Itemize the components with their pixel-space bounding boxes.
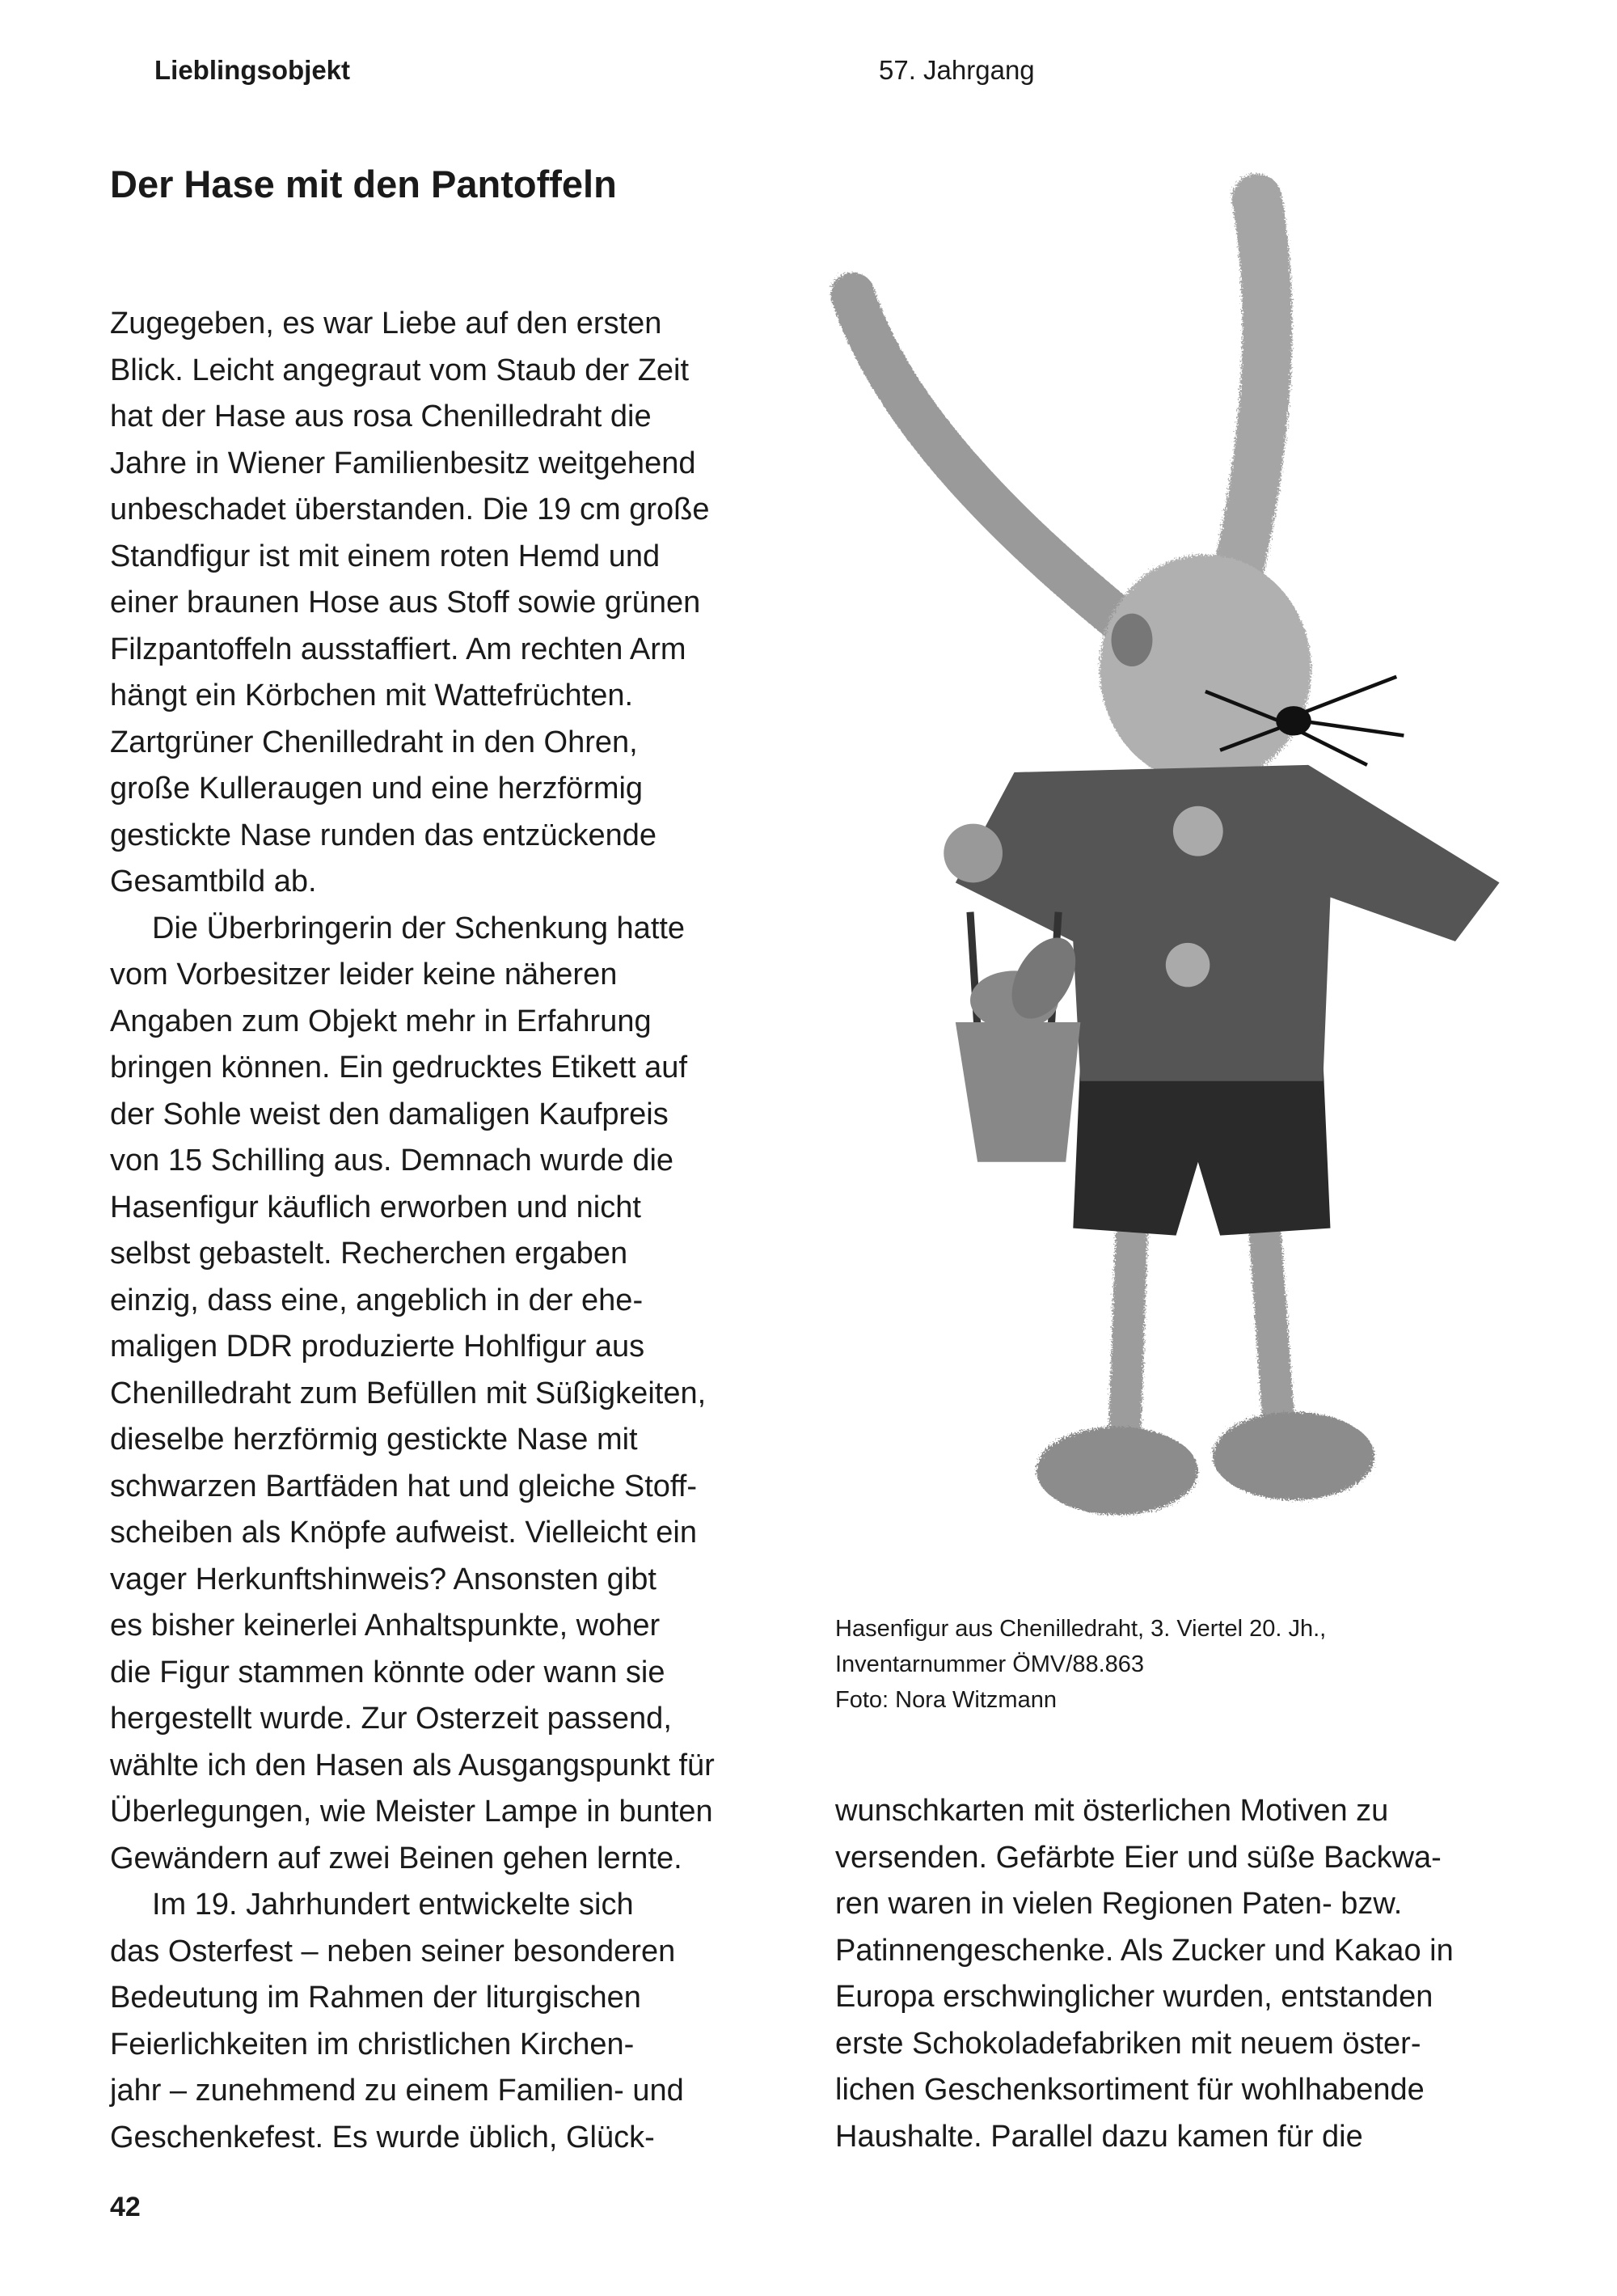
text-line: Feierlichkeiten im christlichen Kirchen- [110,2027,635,2061]
text-line: erste Schokoladefabriken mit neuem öster- [835,2026,1421,2061]
text-line: Im 19. Jahrhundert entwickelte sich [152,1888,634,1922]
caption-line: Hasenfigur aus Chenilledraht, 3. Viertel 20. Jh., [835,1616,1327,1642]
text-line: bringen können. Ein gedrucktes Etikett auf [110,1051,688,1085]
basket [956,1022,1081,1162]
section-label: Lieblingsobjekt [154,55,351,85]
text-line: Standfigur ist mit einem roten Hemd und [110,539,661,573]
text-line: Patinnengeschenke. Als Zucker und Kakao in [835,1933,1454,1968]
text-line: vager Herkunftshinweis? Ansonsten gibt [110,1562,657,1596]
shorts [1073,1059,1330,1236]
text-line: versenden. Gefärbte Eier und süße Backwa- [835,1840,1442,1875]
button [1173,806,1223,856]
right-column-text [835,1788,1454,2160]
page-number: 42 [110,2192,141,2222]
text-line: ren waren in vielen Regionen Paten- bzw. [835,1887,1403,1921]
text-line: Europa erschwinglicher wurden, entstanden [835,1980,1433,2014]
shirt [956,765,1500,1081]
text-line: der Sohle weist den damaligen Kaufpreis [110,1097,669,1131]
issue-label: 57. Jahrgang [879,55,1035,85]
text-line: Haushalte. Parallel dazu kamen für die [835,2119,1363,2154]
text-line: lichen Geschenksortiment für wohlhabende [835,2073,1425,2107]
text-line: Überlegungen, wie Meister Lampe in bunten [110,1795,713,1829]
text-line: selbst gebastelt. Recherchen ergaben [110,1237,628,1271]
text-line: einer braunen Hose aus Stoff sowie grünen [110,586,701,619]
text-line: wunschkarten mit österlichen Motiven zu [835,1794,1389,1828]
caption-line: Foto: Nora Witzmann [835,1687,1057,1713]
text-line: maligen DDR produzierte Hohlfigur aus [110,1330,645,1364]
text-line: einzig, dass eine, angeblich in der ehe- [110,1283,644,1317]
text-line: Gewändern auf zwei Beinen gehen lernte. [110,1841,682,1875]
text-line: gestickte Nase runden das entzückende [110,818,657,852]
text-line: hergestellt wurde. Zur Osterzeit passend, [110,1702,672,1736]
text-line: Filzpantoffeln ausstaffiert. Am rechten Arm [110,632,686,666]
right-foot [1213,1412,1374,1500]
text-line: Gesamtbild ab. [110,865,317,899]
text-line: das Osterfest – neben seiner besonderen [110,1934,676,1968]
text-line: Jahre in Wiener Familienbesitz weitgehend [110,446,696,480]
text-line: es bisher keinerlei Anhaltspunkte, woher [110,1609,661,1643]
left-ear [853,294,1117,618]
text-line: Hasenfigur käuflich erworben und nicht [110,1190,641,1224]
text-line: große Kulleraugen und eine herzförmig [110,772,644,806]
text-line: Zartgrüner Chenilledraht in den Ohren, [110,725,638,759]
left-foot [1036,1427,1198,1515]
right-ear [1227,199,1267,618]
text-line: scheiben als Knöpfe aufweist. Vielleicht ein [110,1516,697,1550]
text-line: Bedeutung im Rahmen der liturgischen [110,1981,641,2015]
text-line: Geschenkefest. Es wurde üblich, Glück- [110,2120,655,2154]
article-title: Der Hase mit den Pantoffeln [110,163,617,205]
text-line: Blick. Leicht angegraut vom Staub der Zeit [110,353,690,387]
text-line: Angaben zum Objekt mehr in Erfahrung [110,1004,652,1038]
text-line: Die Überbringerin der Schenkung hatte [152,911,686,945]
left-column-text [110,301,715,2161]
text-line: schwarzen Bartfäden hat und gleiche Stoff- [110,1469,697,1503]
text-line: hat der Hase aus rosa Chenilledraht die [110,400,652,433]
text-line: dieselbe herzförmig gestickte Nase mit [110,1423,638,1457]
text-line: vom Vorbesitzer leider keine näheren [110,958,618,992]
photo-caption [835,1611,1326,1718]
caption-line: Inventarnummer ÖMV/88.863 [835,1651,1145,1677]
text-line: jahr – zunehmend zu einem Familien- und [110,2074,684,2108]
text-line: Chenilledraht zum Befüllen mit Süßigkeiten, [110,1376,707,1410]
text-line: unbeschadet überstanden. Die 19 cm große [110,493,710,526]
text-line: wählte ich den Hasen als Ausgangspunkt für [110,1748,715,1782]
text-line: Zugegeben, es war Liebe auf den ersten [110,307,662,340]
text-line: die Figur stammen könnte oder wann sie [110,1655,665,1689]
text-line: von 15 Schilling aus. Demnach wurde die [110,1144,674,1178]
text-line: hängt ein Körbchen mit Wattefrüchten. [110,679,634,712]
head [1100,555,1311,784]
button [1166,943,1210,987]
